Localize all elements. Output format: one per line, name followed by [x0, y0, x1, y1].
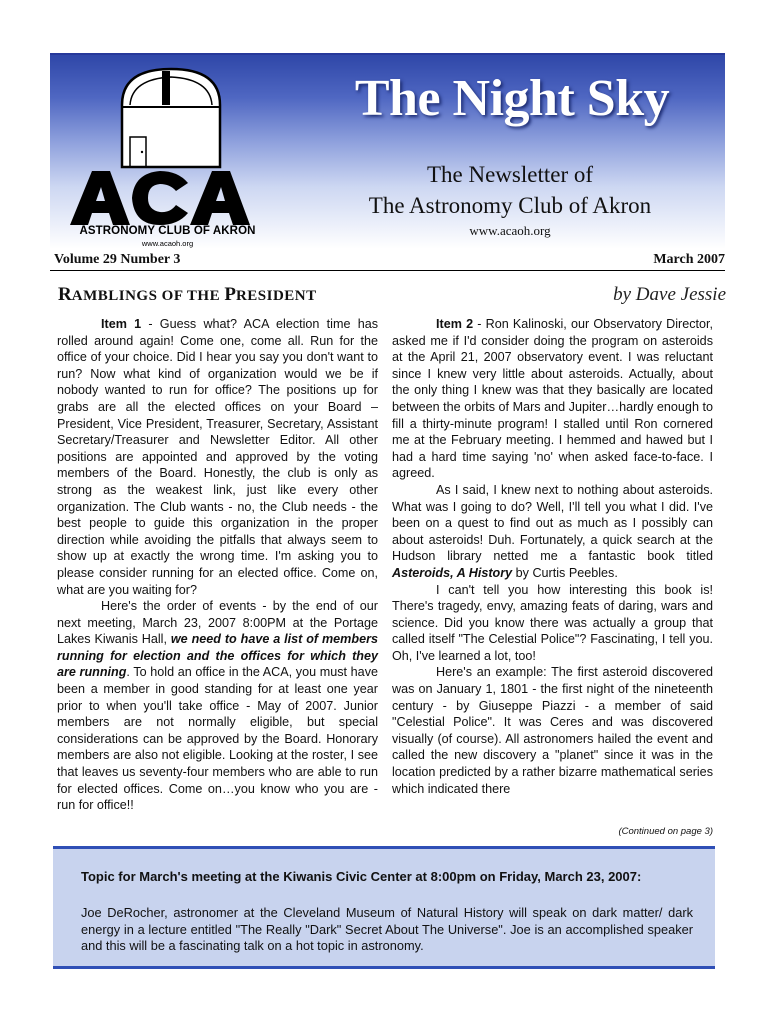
paragraph-text: As I said, I knew next to nothing about asteroids. What was I going to do? Well, I'll tell you what I did. I've been on a quest to find out as much as I possibly can about asteroids! Duh. Fortunately, a quick search at the Hudson library netted me a fantastic book titled — [392, 482, 713, 564]
article-column-left — [57, 316, 378, 814]
paragraph-text: - Ron Kalinoski, our Observatory Director, asked me if I'd consider doing the program on asteroids at the April 21, 2007 observatory event. I was reluctant since I knew very little about asteroids. Actually, about the only thing I knew was that they basically are located between the orbits of Mars and Jupiter…hardly enough to fill a thirty-minute program! I stalled until Ron cornered me at the February meeting. I hemmed and hawed but I had a hard time saying 'no' when asked face-to-face. I agreed. — [392, 317, 713, 481]
topic-heading: Topic for March's meeting at the Kiwanis Civic Center at 8:00pm on Friday, March 23, 2007: — [81, 869, 642, 884]
continued-note: (Continued on page 3) — [618, 826, 713, 837]
logo-club-name: ASTRONOMY CLUB OF AKRON — [79, 225, 256, 237]
article-paragraph: I can't tell you how interesting this book is! There's tragedy, envy, amazing feats of daring, wars and science. Did you know there was actually a group that called itself "The Celestial Police"? Fascinating, I tell you. Oh, I've learned a lot, too! — [392, 582, 713, 663]
observatory-logo-graphic — [60, 55, 275, 227]
emphasis-text: we need to have a list of members running for election and the offices for which they are running — [57, 632, 378, 680]
article-paragraph — [392, 316, 713, 482]
issue-date: March 2007 — [653, 252, 725, 267]
issue-info-bar — [50, 251, 725, 271]
paragraph-text: by Curtis Peebles. — [512, 565, 618, 580]
newsletter-subtitle-line2: The Astronomy Club of Akron — [368, 193, 652, 218]
masthead — [50, 53, 725, 249]
topic-body: Joe DeRocher, astronomer at the Cleveland Museum of Natural History will speak on dark matter/ dark energy in a lecture entitled "The Really "Dark" Secret About The Universe". Joe is an accomplished speaker and this will be a fascinating talk on a hot topic in astronomy. — [81, 905, 693, 953]
item-label: Item 1 — [101, 317, 142, 331]
paragraph-text: . To hold an office in the ACA, you must have been a member in good standing for at least one year prior to when you'll take office - May of 2007. Junior members are not normally eligible, but special considerations can be approved by the Board. Honorary members are also not eligible. Looking at the roster, I see that leaves us seventy-four members who are able to run for elected offices. Come on…you know who you are - run for office!! — [57, 665, 378, 813]
article-paragraph: Here's an example: The first asteroid discovered was on January 1, 1801 - the first night of the nineteenth century - by Giuseppe Piazzi - a member of said "Celestial Police". It was Ceres and was discovered visually (of course). All astronomers hailed the event and called the new discovery a "planet" since it was in the location predicted by a rather bizarre mathematical series which indicated there — [392, 665, 713, 796]
article-byline: by Dave Jessie — [613, 284, 726, 305]
heading-initial: R — [58, 284, 72, 305]
heading-text: RESIDENT — [235, 288, 317, 304]
paragraph-text: - Guess what? ACA election time has rolled around again! Come one, come all. Run for the office of your choice. Did I hear you say you don't want to run? Now what kind of organization would we be if nobody wanted to run for office? The positions up for grabs are all the elected offices on your Board – President, Vice President, Treasurer, Secretary, Assistant Secretary/Treasurer and Newsletter Editor. All other positions are appointed and approved by the voting members of the Board. Honestly, the club is only as strong as the weakest link, just like every other organization. The Club wants - no, the Club needs - the best people to guide this organization in the proper direction while avoiding the pitfalls that always seem to show up at exactly the wrong time. I'm asking you to please consider running for an elected office. Come on, what are you waiting for? — [57, 317, 378, 597]
meeting-topic-box — [53, 846, 715, 969]
paragraph-text: Here's the order of events - by the end of our next meeting, March 23, 2007 8:00PM at the Portage Lakes Kiwanis Hall, — [57, 599, 378, 647]
heading-text: AMBLINGS OF THE — [71, 288, 225, 304]
article-paragraph — [57, 598, 378, 814]
observatory-dome-shape — [122, 69, 220, 167]
aca-logo — [60, 55, 275, 251]
book-title: Asteroids, A History — [392, 565, 513, 580]
article-paragraph — [392, 482, 713, 582]
logo-url: www.acaoh.org — [141, 239, 194, 248]
item-label: Item 2 — [436, 317, 474, 331]
article-heading — [58, 284, 317, 306]
heading-initial: P — [224, 284, 236, 305]
website-link[interactable]: www.acaoh.org — [469, 223, 551, 238]
article-column-right — [392, 316, 713, 797]
dome-slit — [162, 71, 170, 105]
volume-number: Volume 29 Number 3 — [54, 252, 181, 267]
aca-letters — [70, 171, 250, 225]
newsletter-subtitle-line1: The Newsletter of — [426, 162, 594, 187]
article-paragraph — [57, 316, 378, 598]
newsletter-title: The Night Sky — [354, 70, 670, 127]
